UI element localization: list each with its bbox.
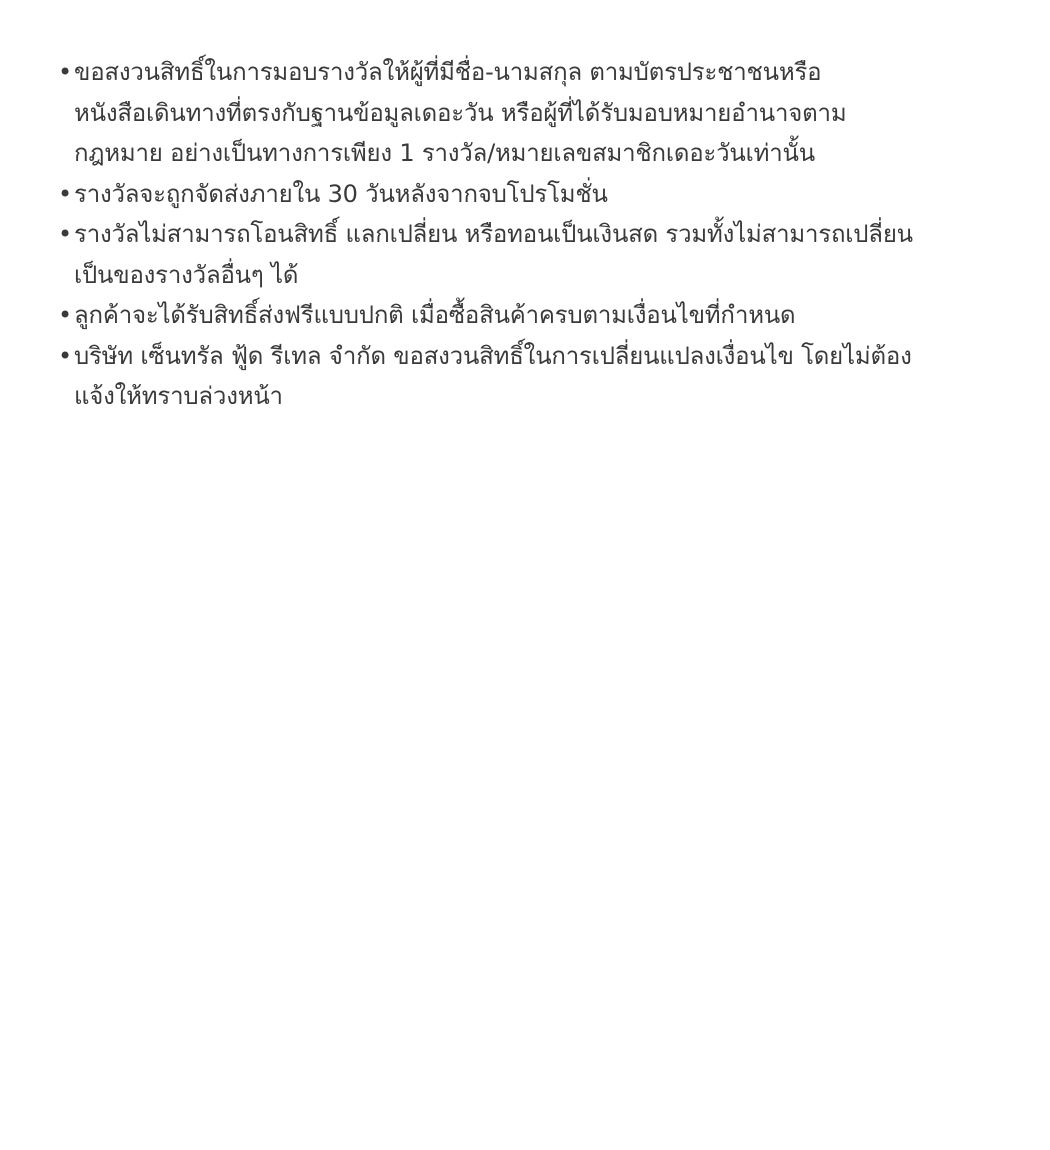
term-item: [58, 214, 998, 295]
terms-list: [58, 52, 998, 417]
term-line: กฎหมาย อย่างเป็นทางการเพียง 1 รางวัล/หมายเลขสมาชิกเดอะวันเท่านั้น: [74, 139, 815, 167]
term-item: [58, 52, 998, 174]
term-line: ขอสงวนสิทธิ์ในการมอบรางวัลให้ผู้ที่มีชื่อ-นามสกุล ตามบัตรประชาชนหรือ: [74, 58, 822, 86]
term-line: ลูกค้าจะได้รับสิทธิ์ส่งฟรีแบบปกติ เมื่อซื้อสินค้าครบตามเงื่อนไขที่กำหนด: [74, 301, 796, 329]
term-line: แจ้งให้ทราบล่วงหน้า: [74, 382, 283, 410]
term-item: [58, 336, 998, 417]
term-item: [58, 295, 998, 336]
bullet-icon: •: [58, 220, 72, 248]
bullet-icon: •: [58, 179, 72, 208]
bullet-icon: •: [58, 58, 72, 86]
term-item: [58, 174, 998, 215]
term-line: รางวัลไม่สามารถโอนสิทธิ์ แลกเปลี่ยน หรือทอนเป็นเงินสด รวมทั้งไม่สามารถเปลี่ยน: [74, 220, 913, 248]
term-line: เป็นของรางวัลอื่นๆ ได้: [74, 260, 299, 289]
term-line: บริษัท เซ็นทรัล ฟู้ด รีเทล จำกัด ขอสงวนสิทธิ์ในการเปลี่ยนแปลงเงื่อนไข โดยไม่ต้อง: [74, 341, 912, 370]
term-line: หนังสือเดินทางที่ตรงกับฐานข้อมูลเดอะวัน หรือผู้ที่ได้รับมอบหมายอำนาจตาม: [74, 98, 847, 127]
bullet-icon: •: [58, 301, 72, 329]
term-line: รางวัลจะถูกจัดส่งภายใน 30 วันหลังจากจบโปรโมชั่น: [74, 179, 608, 208]
bullet-icon: •: [58, 341, 72, 370]
